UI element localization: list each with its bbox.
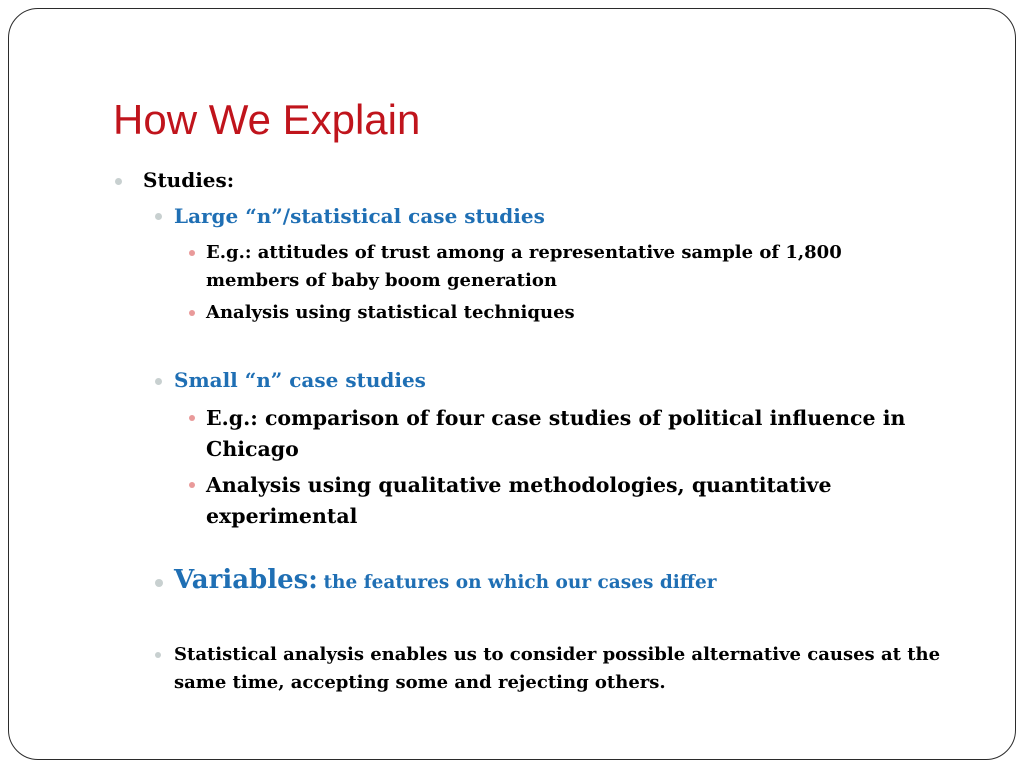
bullet-dot-large-n <box>155 213 162 220</box>
large-n-point-1: E.g.: attitudes of trust among a representative sample of 1,800 members of baby boom generation <box>206 242 842 291</box>
statistical-note: Statistical analysis enables us to consider possible alternative causes at the same time, accepting some and rejecting others. <box>174 644 941 693</box>
studies-label: Studies: <box>143 168 235 192</box>
variables-line <box>174 564 717 597</box>
bullet-dot-large-n-point-2 <box>189 310 195 316</box>
bullet-dot-variables <box>155 579 163 587</box>
bullet-dot-studies <box>115 178 122 185</box>
large-n-point-2: Analysis using statistical techniques <box>206 302 575 323</box>
variables-term: Variables: <box>174 565 318 595</box>
small-n-point-1: E.g.: comparison of four case studies of political influence in Chicago <box>206 406 906 461</box>
small-n-point-2: Analysis using qualitative methodologies, quantitative experimental <box>206 473 832 528</box>
bullet-dot-large-n-point-1 <box>189 250 195 256</box>
variables-definition: the features on which our cases differ <box>323 572 717 593</box>
bullet-dot-small-n <box>155 378 162 385</box>
bullet-dot-statistical-note <box>155 652 161 658</box>
bullet-dot-small-n-point-1 <box>189 415 195 421</box>
slide-title: How We Explain <box>113 96 421 143</box>
large-n-heading: Large “n”/statistical case studies <box>174 204 545 228</box>
small-n-heading: Small “n” case studies <box>174 368 426 392</box>
bullet-dot-small-n-point-2 <box>189 482 195 488</box>
